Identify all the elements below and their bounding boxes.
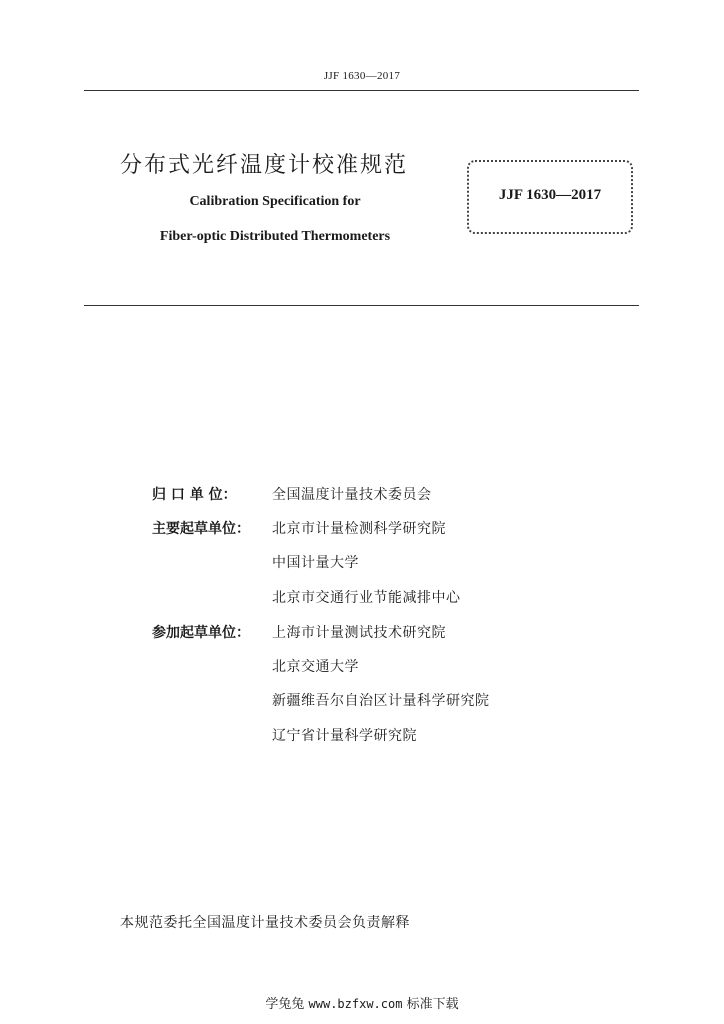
middle-rule: [84, 305, 639, 306]
footer-url-link[interactable]: www.bzfxw.com: [308, 997, 403, 1011]
main-drafting-unit: 中国计量大学: [272, 555, 359, 571]
title-english-line1: Calibration Specification for: [189, 194, 361, 209]
responsible-unit-value: 全国温度计量技术委员会: [272, 487, 432, 503]
title-chinese: 分布式光纤温度计校准规范: [120, 153, 409, 178]
participating-unit: 新疆维吾尔自治区计量科学研究院: [272, 693, 490, 709]
title-english-line2: Fiber-optic Distributed Thermometers: [159, 229, 391, 244]
footer-prefix: 学兔兔: [265, 997, 305, 1012]
participating-label: 参加起草单位：: [152, 625, 250, 641]
main-drafting-unit: 北京市交通行业节能减排中心: [272, 590, 461, 606]
main-drafting-label: 主要起草单位：: [152, 521, 250, 537]
standard-code: JJF 1630—2017: [498, 186, 602, 203]
top-rule: [84, 90, 639, 91]
participating-unit: 北京交通大学: [272, 659, 359, 675]
header-standard-code: JJF 1630—2017: [323, 70, 401, 82]
participating-unit: 上海市计量测试技术研究院: [272, 625, 446, 641]
footer-suffix: 标准下载: [406, 997, 459, 1012]
participating-unit: 辽宁省计量科学研究院: [272, 728, 417, 744]
footer-watermark: [0, 993, 724, 1012]
interpretation-note: 本规范委托全国温度计量技术委员会负责解释: [120, 915, 410, 931]
standard-code-box: [467, 160, 633, 234]
main-drafting-unit: 北京市计量检测科学研究院: [272, 521, 446, 537]
responsible-unit-label: 归 口 单 位：: [152, 487, 237, 503]
